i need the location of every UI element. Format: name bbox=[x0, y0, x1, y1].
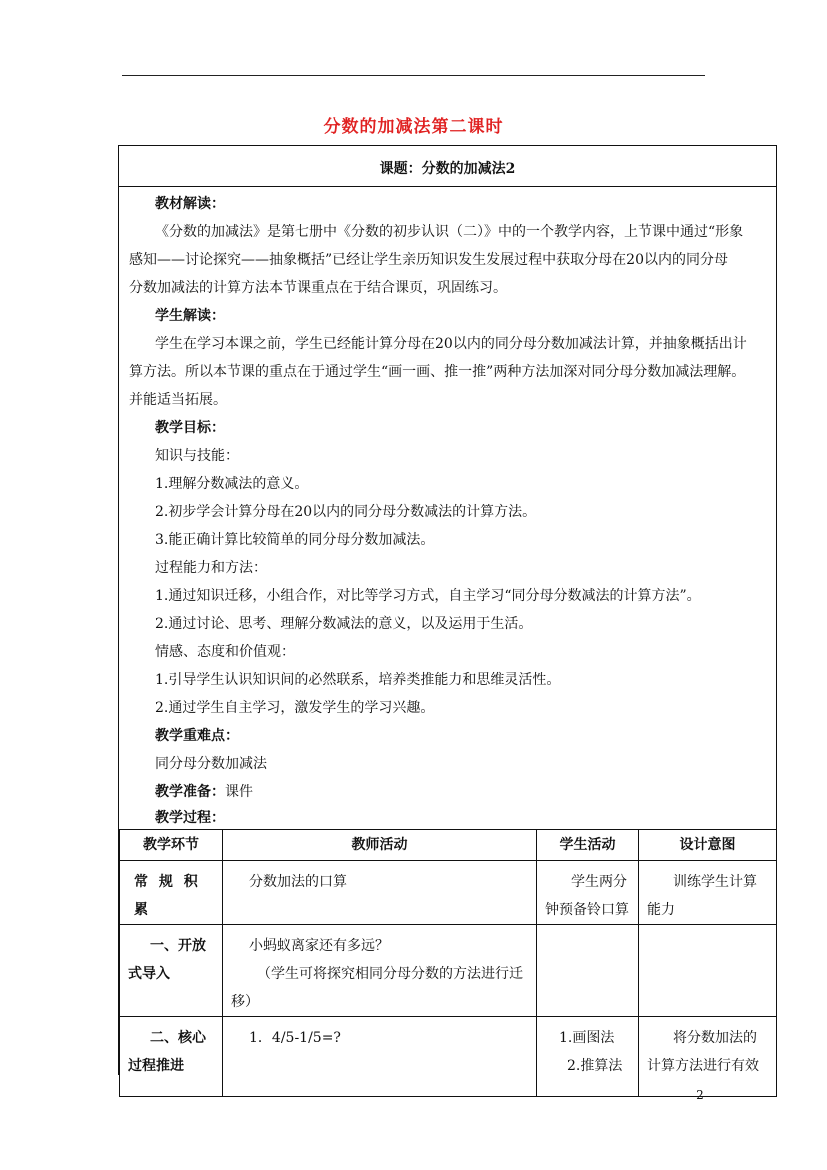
subheading: 过程能力和方法： bbox=[155, 560, 267, 576]
paragraph-line: 《分数的加减法》是第七册中《分数的初步认识（二）》中的一个教学内容，上节课中通过“形象 bbox=[155, 224, 744, 240]
paragraph-line: 学生在学习本课之前，学生已经能计算分母在20以内的同分母分数加减法计算，并抽象概括出计 bbox=[155, 336, 747, 352]
intent-cell: 训练学生计算能力 bbox=[639, 861, 777, 925]
stage-cell: 二、核心过程推进 bbox=[120, 1017, 223, 1097]
paragraph-line: 分数加减法的计算方法本节课重点在于结合课页，巩固练习。 bbox=[129, 280, 507, 296]
section-heading: 教学重难点： bbox=[155, 728, 239, 744]
paragraph-line: 感知——讨论探究——抽象概括”已经让学生亲历知识发生发展过程中获取分母在20以内的同分母 bbox=[129, 252, 728, 268]
header-rule bbox=[122, 75, 705, 76]
section-heading: 教学准备： bbox=[155, 784, 225, 800]
process-table bbox=[119, 829, 777, 1097]
topic-row: 课题：分数的加减法2 bbox=[119, 146, 776, 187]
column-header: 教学环节 bbox=[120, 830, 223, 861]
list-item: 2.通过学生自主学习，激发学生的学习兴趣。 bbox=[155, 700, 435, 716]
table-header-row bbox=[120, 830, 777, 861]
paragraph-line: 算方法。所以本节课的重点在于通过学生“画一画、推一推”两种方法加深对同分母分数加减法理解。 bbox=[129, 364, 746, 380]
teacher-cell: 1．4/5-1/5=? bbox=[223, 1017, 537, 1097]
stage-cell: 一、开放式导入 bbox=[120, 925, 223, 1017]
table-row bbox=[120, 1017, 777, 1097]
document-title: 分数的加减法第二课时 bbox=[323, 117, 504, 137]
list-item: 1.引导学生认识知识间的必然联系，培养类推能力和思维灵活性。 bbox=[155, 672, 561, 688]
table-row bbox=[120, 861, 777, 925]
teacher-cell: 分数加法的口算 bbox=[223, 861, 537, 925]
student-cell bbox=[537, 925, 639, 1017]
column-header: 学生活动 bbox=[537, 830, 639, 861]
list-item: 3.能正确计算比较简单的同分母分数加减法。 bbox=[155, 532, 435, 548]
section-heading: 教材解读： bbox=[155, 196, 225, 212]
intent-cell: 将分数加法的计算方法进行有效 bbox=[639, 1017, 777, 1097]
list-item: 1.理解分数减法的意义。 bbox=[155, 476, 309, 492]
prep-value: 课件 bbox=[225, 784, 253, 800]
prep-line bbox=[129, 781, 770, 801]
paragraph-line: 同分母分数加减法 bbox=[155, 756, 267, 772]
list-item: 2.初步学会计算分母在20以内的同分母分数减法的计算方法。 bbox=[155, 504, 537, 520]
list-item: 2.通过讨论、思考、理解分数减法的意义，以及运用于生活。 bbox=[155, 616, 533, 632]
page-number: 2 bbox=[696, 1088, 704, 1102]
table-row bbox=[120, 925, 777, 1017]
lesson-plan-table bbox=[118, 145, 777, 1075]
column-header: 教师活动 bbox=[223, 830, 537, 861]
subheading: 知识与技能： bbox=[155, 448, 239, 464]
section-heading: 学生解读： bbox=[155, 308, 225, 324]
subheading: 情感、态度和价值观： bbox=[155, 644, 295, 660]
stage-cell: 常 规 积累 bbox=[120, 861, 223, 925]
intent-cell bbox=[639, 925, 777, 1017]
paragraph-line: 并能适当拓展。 bbox=[129, 392, 227, 408]
column-header: 设计意图 bbox=[639, 830, 777, 861]
student-cell: 学生两分钟预备铃口算 bbox=[537, 861, 639, 925]
section-heading: 教学目标： bbox=[155, 420, 225, 436]
teacher-cell: 小蚂蚁离家还有多远？ （学生可将探究相同分母分数的方法进行迁移） bbox=[223, 925, 537, 1017]
section-heading: 教学过程： bbox=[155, 810, 225, 826]
list-item: 1.通过知识迁移，小组合作，对比等学习方式，自主学习“同分母分数减法的计算方法”。 bbox=[155, 588, 701, 604]
student-cell: 1.画图法 2.推算法 bbox=[537, 1017, 639, 1097]
